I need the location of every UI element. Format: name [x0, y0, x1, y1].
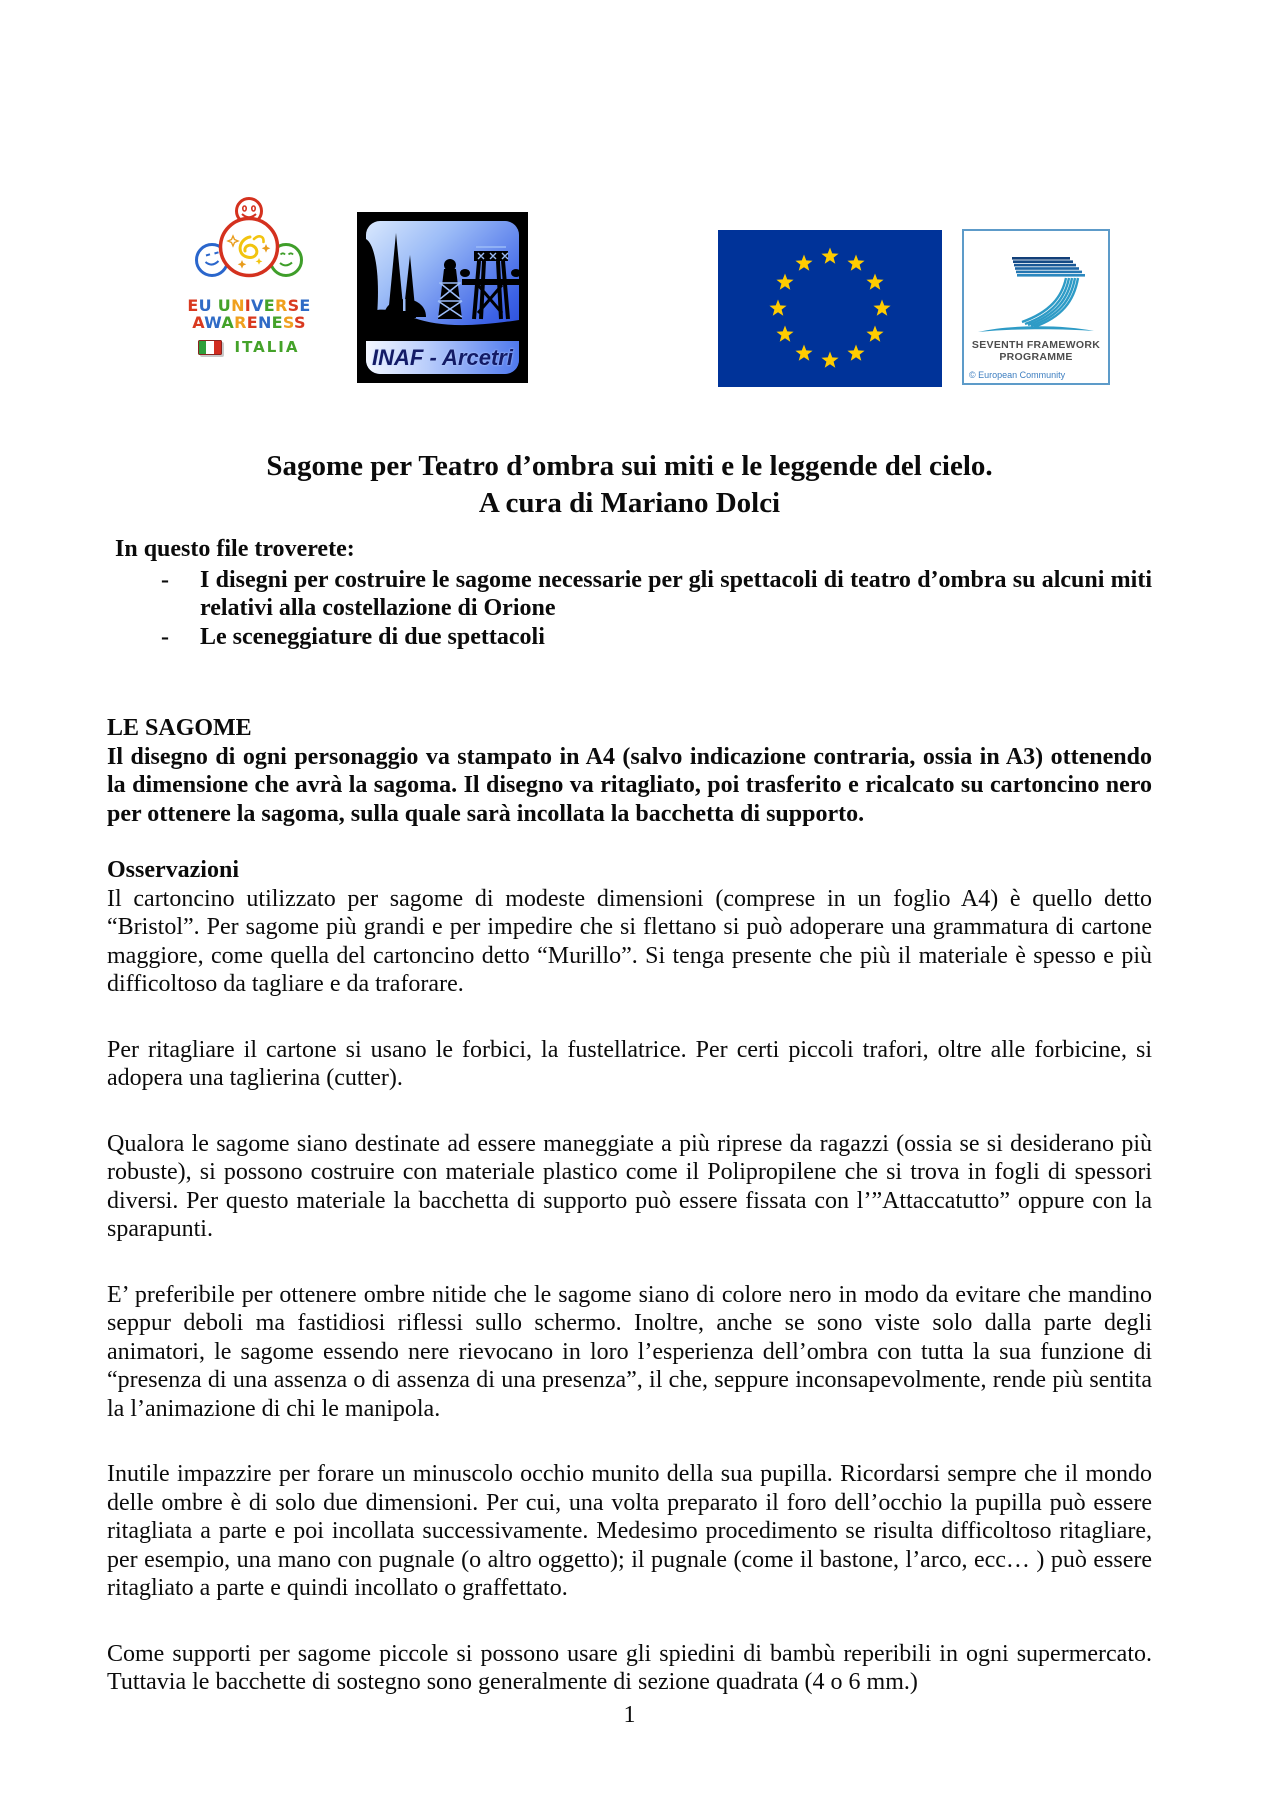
list-item-text: I disegni per costruire le sagome necessarie per gli spettacoli di teatro d’ombra su alcuni miti relativi alla costellazione di Orione — [200, 566, 1152, 621]
bullet-dash: - — [161, 623, 169, 650]
fp7-label-line2: PROGRAMME — [999, 351, 1073, 363]
paragraph-sagome: Il disegno di ogni personaggio va stampato in A4 (salvo indicazione contraria, ossia in A3) ottenendo la dimensione che avrà la sagoma. Il disegno va ritagliato, poi trasferito e ricalcato su cartoncino nero per ottenere la sagoma, sulla quale sarà incollata la bacchetta di supporto. — [107, 743, 1152, 827]
fp7-copyright: © European Community — [969, 370, 1066, 380]
observatory-silhouette-icon — [366, 221, 519, 339]
intro-bullet-list — [107, 566, 1152, 652]
bullet-dash: - — [161, 566, 169, 593]
intro-heading: In questo file troverete: — [115, 536, 355, 562]
eua-italia-row — [187, 338, 311, 356]
section-heading-osservazioni: Osservazioni — [107, 857, 239, 883]
fp7-label-line1: SEVENTH FRAMEWORK — [971, 339, 1101, 351]
list-item — [107, 623, 1152, 652]
inaf-label: INAF - Arcetri — [372, 344, 513, 370]
section-heading-le-sagome: LE SAGOME — [107, 715, 252, 741]
eua-logo-line1: EU UNIVERSE — [187, 296, 311, 315]
page-title: Sagome per Teatro d’ombra sui miti e le leggende del cielo. — [266, 450, 993, 482]
paragraph: E’ preferibile per ottenere ombre nitide che le sagome siano di colore nero in modo da evitare che mandino seppur deboli ma fastidiosi riflessi sullo schermo. Inoltre, anche se sono viste solo dalla parte degli animatori, le sagome essendo nere rievocano in loro l’esperienza dell’ombra con tutta la sua funzione di “presenza di una assenza o di assenza di una presenza”, il che, seppure inconsapevolmente, rende più sentita la l’animazione di chi le manipola. — [107, 1281, 1152, 1422]
inaf-arcetri-emblem — [366, 221, 519, 374]
logo-band — [107, 0, 1152, 390]
page-content — [107, 0, 1152, 1729]
eu-universe-awareness-logo — [187, 196, 311, 356]
paragraph: Qualora le sagome siano destinate ad essere maneggiate a più riprese da ragazzi (ossia se si desiderano più robuste), si possono costruire con materiale plastico come il Polipropilene che si trova in fogli di spessori diversi. Per questo materiale la bacchetta di supporto può essere fissata con l’”Attaccatutto” oppure con la sparapunti. — [107, 1130, 1152, 1242]
paragraph: Il cartoncino utilizzato per sagome di modeste dimensioni (comprese in un foglio A4) è quello detto “Bristol”. Per sagome più grandi e per impedire che si flettano si può adoperare una grammatura di cartone maggiore, come quella del cartoncino detto “Murillo”. Si tenga presente che più il materiale è spesso e più difficoltoso da tagliare e da traforare. — [107, 885, 1152, 997]
page-number: 1 — [623, 1701, 636, 1728]
eu-flag-icon — [718, 230, 942, 387]
paragraph: Come supporti per sagome piccole si possono usare gli spiedini di bambù reperibili in ogni supermercato. Tuttavia le bacchette di sostegno sono generalmente di sezione quadrata (4 o 6 mm.) — [107, 1640, 1152, 1695]
inaf-label-band — [366, 338, 519, 374]
eua-italia-label: ITALIA — [234, 338, 300, 356]
list-item-text: Le sceneggiature di due spettacoli — [200, 623, 545, 650]
list-item — [107, 566, 1152, 623]
fp7-logo-icon — [962, 229, 1110, 385]
inaf-arcetri-logo — [357, 212, 528, 383]
paragraph: Inutile impazzire per forare un minuscolo occhio munito della sua pupilla. Ricordarsi sempre che il mondo delle ombre è di solo due dimensioni. Per cui, una volta preparato il foro dell’occhio la pupilla può essere ritagliata a parte e poi incollata successivamente. Medesimo procedimento se risulta difficoltoso ritagliare, per esempio, una mano con pugnale (o altro oggetto); il pugnale (come il bastone, l’arco, ecc… ) può essere ritagliato a parte e quindi incollato o graffettato. — [107, 1461, 1152, 1601]
eua-logo-line2: AWARENESS — [192, 313, 306, 332]
paragraph: Per ritagliare il cartone si usano le forbici, la fustellatrice. Per certi piccoli trafori, oltre alle forbicine, si adopera una taglierina (cutter). — [107, 1036, 1152, 1091]
eu-awareness-faces-icon — [187, 196, 311, 292]
italian-flag-icon — [198, 340, 222, 355]
page-subtitle: A cura di Mariano Dolci — [478, 487, 781, 519]
